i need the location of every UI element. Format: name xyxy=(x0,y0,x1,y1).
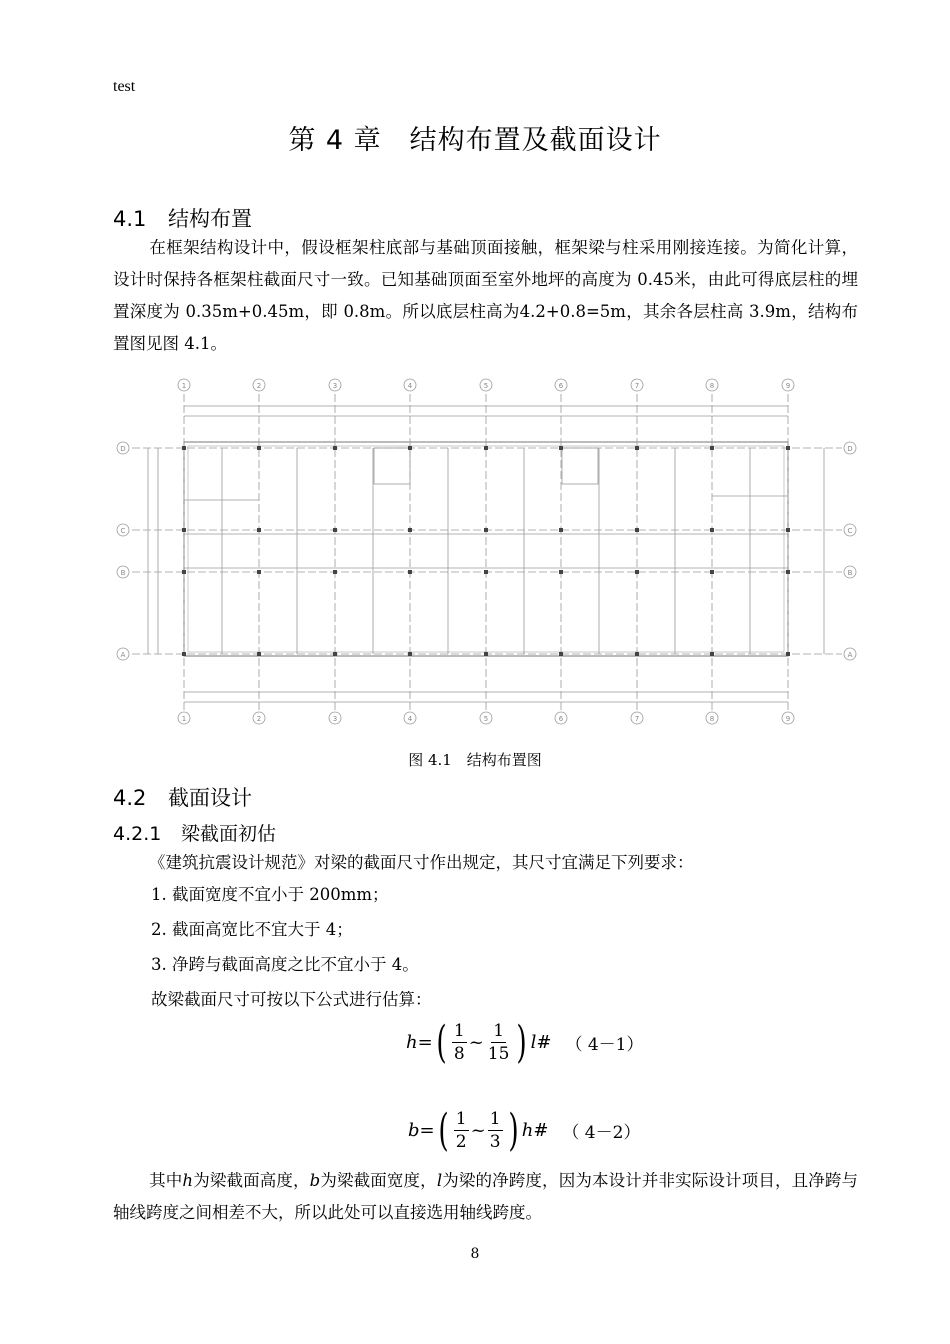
eq-lhs: h xyxy=(406,1032,418,1053)
section-number: 4.1 xyxy=(113,207,147,231)
var-h: h xyxy=(182,1171,194,1190)
section-title: 结构布置 xyxy=(168,207,252,231)
section-number: 4.2 xyxy=(113,786,147,810)
axis-label: 4 xyxy=(407,715,413,723)
text-run: 为梁截面高度， xyxy=(193,1171,310,1190)
fraction xyxy=(486,1020,512,1065)
axis-label: 3 xyxy=(332,382,338,390)
axis-label: D xyxy=(120,445,126,453)
eq-hash: # xyxy=(533,1120,549,1141)
chapter-title: 第 4 章 结构布置及截面设计 xyxy=(288,125,662,156)
axis-label: B xyxy=(847,569,853,577)
figure-caption: 图 4.1 结构布置图 xyxy=(408,751,542,769)
text-run: 为梁截面宽度， xyxy=(320,1171,437,1190)
numerator: 1 xyxy=(453,1021,465,1041)
eq-variable: h xyxy=(521,1120,534,1141)
axis-label: A xyxy=(847,651,853,659)
formula-lead: 故梁截面尺寸可按以下公式进行估算： xyxy=(151,990,432,1009)
section-heading-4-1 xyxy=(113,203,252,233)
axis-label: C xyxy=(120,527,126,535)
subsection-title: 梁截面初估 xyxy=(181,823,277,845)
numerator: 1 xyxy=(493,1021,505,1041)
subsection-heading-4-2-1 xyxy=(113,819,276,846)
var-l: l xyxy=(436,1171,443,1190)
equation-number: （ 4－2） xyxy=(562,1123,641,1143)
text-run: 为梁的净跨度，因为本设计并非实际设计项目，且净跨与轴线跨度之间相差不大，所以此处可以直接选用轴线跨度。 xyxy=(113,1171,859,1222)
structure-layout-paragraph xyxy=(113,232,858,360)
axis-label: B xyxy=(120,569,126,577)
axis-label: 6 xyxy=(558,715,564,723)
axis-labels xyxy=(120,382,852,723)
eq-lhs: b xyxy=(408,1120,420,1141)
equation-4-1 xyxy=(406,1016,644,1068)
fraction xyxy=(454,1108,469,1153)
section-heading-4-2 xyxy=(113,782,252,812)
axis-label: 1 xyxy=(181,715,187,723)
axis-label: 8 xyxy=(709,382,715,390)
axis-label: 2 xyxy=(256,382,262,390)
eq-tilde: ~ xyxy=(468,1032,484,1053)
axis-label: 5 xyxy=(483,715,489,723)
denominator: 8 xyxy=(453,1044,465,1064)
eq-tilde: ~ xyxy=(470,1120,486,1141)
paragraph-text: 在框架结构设计中，假设框架柱底部与基础顶面接触，框架梁与柱采用刚接连接。为简化计算，设计时保持各框架柱截面尺寸一致。已知基础顶面至室外地坪的高度为 0.45米，由此可得底层柱的埋置深度为 0.35m+0.45m，即 0.8m。所以底层柱高为4.2+0.8=5m，其余各层柱高 3.9m，结构布置图见图 4.1。 xyxy=(113,238,858,353)
axis-label: D xyxy=(847,445,853,453)
axis-label: 8 xyxy=(709,715,715,723)
equation-number: （ 4－1） xyxy=(565,1035,644,1055)
numerator: 1 xyxy=(455,1109,467,1129)
header-tag: test xyxy=(113,78,136,95)
eq-hash: # xyxy=(536,1032,552,1053)
structure-layout-drawing xyxy=(112,372,862,727)
denominator: 15 xyxy=(487,1044,510,1064)
requirement-item: 3. 净跨与截面高度之比不宜小于 4。 xyxy=(151,955,419,974)
equation-4-2 xyxy=(408,1104,641,1156)
denominator: 2 xyxy=(455,1132,467,1152)
numerator: 1 xyxy=(489,1109,501,1129)
right-paren: ) xyxy=(507,1104,519,1156)
explanation-paragraph xyxy=(113,1165,858,1229)
eq-equals: = xyxy=(417,1032,433,1053)
left-paren: ( xyxy=(436,1016,447,1068)
section-title: 截面设计 xyxy=(168,786,252,810)
axis-label: 1 xyxy=(181,382,187,390)
page-number: 8 xyxy=(470,1246,480,1262)
axis-label: 5 xyxy=(483,382,489,390)
intro-text: 《建筑抗震设计规范》对梁的截面尺寸作出规定，其尺寸宜满足下列要求： xyxy=(149,853,694,872)
axis-label: C xyxy=(847,527,853,535)
fraction xyxy=(488,1108,503,1153)
right-paren: ) xyxy=(516,1016,528,1068)
axis-label: 4 xyxy=(407,382,413,390)
axis-label: 6 xyxy=(558,382,564,390)
requirement-item: 2. 截面高宽比不宜大于 4； xyxy=(151,920,353,939)
eq-equals: = xyxy=(419,1120,435,1141)
axis-label: 9 xyxy=(785,382,791,390)
left-paren: ( xyxy=(438,1104,449,1156)
denominator: 3 xyxy=(489,1132,501,1152)
subsection-number: 4.2.1 xyxy=(113,823,162,845)
axis-label: 9 xyxy=(785,715,791,723)
axis-label: 7 xyxy=(634,715,640,723)
axis-bubbles xyxy=(117,379,856,724)
axis-label: 3 xyxy=(332,715,338,723)
text-run: 其中 xyxy=(149,1171,183,1190)
axis-label: A xyxy=(120,651,126,659)
axis-label: 7 xyxy=(634,382,640,390)
fraction xyxy=(452,1020,467,1065)
eq-variable: l xyxy=(530,1032,537,1053)
requirement-item: 1. 截面宽度不宜小于 200mm； xyxy=(151,885,389,904)
drawing-grid xyxy=(132,394,842,712)
axis-label: 2 xyxy=(256,715,262,723)
var-b: b xyxy=(309,1171,321,1190)
